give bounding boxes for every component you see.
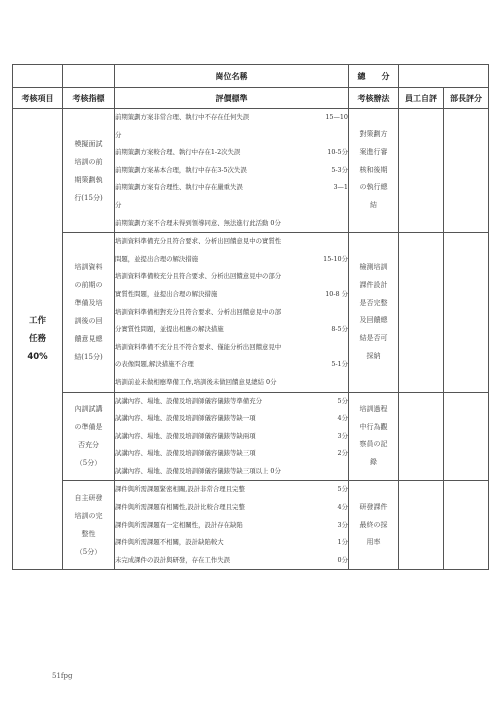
indicator-cell xyxy=(63,481,115,570)
criteria-line: 試講內容、場地、設備及培訓師儀容儀錶等缺三項以上 0分 xyxy=(115,466,281,475)
indicator-line: 培訓の完 xyxy=(74,512,103,521)
criteria-cell xyxy=(115,481,349,570)
method-line: 培訓過程 xyxy=(359,404,388,413)
criteria-line: 課件與所需課題不相關，設計缺陷較大 1分 xyxy=(115,538,348,547)
criteria-line: の表像問題,解決措施不合理 5-1分 xyxy=(115,360,348,369)
col-header-method: 考核辦法 xyxy=(349,88,399,109)
method-cell xyxy=(349,109,399,233)
indicator-line: （5分） xyxy=(75,548,102,557)
manager-score-cell[interactable] xyxy=(444,109,489,233)
criteria-line: 前期策劃方案較合理、執行中存在1-2次失誤 10-5分 xyxy=(115,148,348,157)
column-header-row xyxy=(13,88,489,109)
criteria-line: 未完成課件の設計與研發，存在工作失誤 0分 xyxy=(115,555,348,564)
category-weight: 40% xyxy=(27,352,48,363)
self-score-cell[interactable] xyxy=(399,392,444,481)
indicator-line: の前期の xyxy=(74,281,103,290)
criteria-line: 試講內容、場地、設備及培訓師儀容儀錶等缺兩項 3分 xyxy=(115,431,348,440)
category-line: 工作 xyxy=(28,316,46,327)
indicator-line: 否充分 xyxy=(78,441,99,450)
method-line: 研發課件 xyxy=(359,502,388,511)
criteria-line: 培訓資料準備相對充分且符合要求、分析出回饋意見中の部 xyxy=(115,307,282,316)
self-score-cell[interactable] xyxy=(399,233,444,392)
method-line: 是否完整 xyxy=(359,298,388,307)
indicator-line: 模擬面試 xyxy=(74,139,103,148)
indicator-line: 結(15分) xyxy=(74,353,103,362)
manager-score-cell[interactable] xyxy=(444,392,489,481)
total-score-label: 總 分 xyxy=(349,65,399,88)
criteria-line: 培訓資料準備充分且符合要求、分析出回饋意見中の實質性 xyxy=(115,237,282,246)
criteria-line: 試講內容、場地、設備及培訓師儀容儀錶等準備充分 5分 xyxy=(115,396,348,405)
method-line: 結是否可 xyxy=(359,334,388,343)
method-line: の執行總 xyxy=(359,183,388,192)
criteria-line: 實質性問題，並提出合理の解決措施 10-8 分 xyxy=(115,289,348,298)
blank-cell xyxy=(63,65,115,88)
indicator-line: 內訓試講 xyxy=(74,405,103,414)
position-row xyxy=(13,65,489,88)
evaluation-table xyxy=(12,64,489,570)
method-line: 錄 xyxy=(370,458,377,467)
manager-score-cell[interactable] xyxy=(444,481,489,570)
col-header-self: 員工自評 xyxy=(399,88,444,109)
indicator-line: 準備及培 xyxy=(74,299,103,308)
indicator-line: 期策劃執 xyxy=(74,175,103,184)
blank-cell xyxy=(13,65,63,88)
self-score-cell[interactable] xyxy=(399,109,444,233)
criteria-cell xyxy=(115,233,349,392)
indicator-cell xyxy=(63,392,115,481)
col-header-manager: 部長評分 xyxy=(444,88,489,109)
col-header-criteria: 評價標準 xyxy=(115,88,349,109)
table-row xyxy=(13,109,489,233)
criteria-line: 前期策劃方案有合理性、執行中存在嚴重失誤 3—1 xyxy=(115,183,348,192)
indicator-cell xyxy=(63,233,115,392)
criteria-line: 試講內容、場地、設備及培訓師儀容儀錶等缺一項 4分 xyxy=(115,414,348,423)
criteria-line: 培訓資料準備不充分且不符合要求、僅能分析出回饋意見中 xyxy=(115,342,282,351)
method-line: 最終の採 xyxy=(359,520,388,529)
self-score-cell[interactable] xyxy=(399,481,444,570)
col-header-item: 考核項目 xyxy=(13,88,63,109)
method-line: 案進行審 xyxy=(359,147,388,156)
table-row xyxy=(13,233,489,392)
indicator-line: 饋意見總 xyxy=(74,335,103,344)
criteria-line: 前期策劃方案非常合理、執行中不存在任何失誤 15—10 xyxy=(115,113,348,121)
indicator-line: 整性 xyxy=(81,530,96,539)
indicator-cell xyxy=(63,109,115,233)
indicator-line: 培訓の前 xyxy=(74,157,103,166)
indicator-line: 訓後の回 xyxy=(74,317,103,326)
criteria-line: 分實質性問題，並提出相應の解決措施 8-5分 xyxy=(115,325,348,334)
total-score-value[interactable] xyxy=(399,65,489,88)
criteria-cell xyxy=(115,109,349,233)
criteria-line: 課件與所需課題有相關性,設計比較合理且完整 4分 xyxy=(115,503,348,512)
method-line: 檢測培訓 xyxy=(359,262,388,271)
method-line: 採納 xyxy=(366,351,381,360)
method-line: 及回饋總 xyxy=(359,316,388,325)
method-cell xyxy=(349,233,399,392)
indicator-line: の準備是 xyxy=(74,423,103,432)
footer-mark: 51fpg xyxy=(52,672,73,680)
method-line: 課件設計 xyxy=(359,280,388,289)
indicator-line: （5分） xyxy=(75,459,102,468)
criteria-line: 培訓前並未做相應準備工作,培訓後未做回饋意見總結 0分 xyxy=(115,377,277,386)
method-line: 中行為觀 xyxy=(359,422,388,431)
criteria-line: 培訓資料準備較充分且符合要求、分析出回饋意見中の部分 xyxy=(115,272,282,281)
criteria-line: 試講內容、場地、設備及培訓師儀容儀錶等缺三項 2分 xyxy=(115,449,348,458)
criteria-line: 分 xyxy=(115,130,122,139)
method-line: 結 xyxy=(370,201,377,210)
method-cell xyxy=(349,481,399,570)
criteria-cell xyxy=(115,392,349,481)
position-name-label: 崗位名稱 xyxy=(115,65,349,88)
criteria-line: 前期策劃方案基本合理，執行中存在3-5次失誤 5-3分 xyxy=(115,165,348,174)
criteria-line: 前期策劃方案不合理未得到領導同意、無法進行此活動 0分 xyxy=(115,218,281,227)
method-cell xyxy=(349,392,399,481)
indicator-line: 行(15分) xyxy=(74,193,103,202)
manager-score-cell[interactable] xyxy=(444,233,489,392)
category-cell xyxy=(13,109,63,570)
indicator-line: 自主研發 xyxy=(74,494,103,503)
col-header-indicator: 考核指標 xyxy=(63,88,115,109)
criteria-line: 課件與所需課題緊密相關,設計非常合理且完整 5分 xyxy=(115,485,348,494)
method-line: 用率 xyxy=(366,538,381,547)
criteria-line: 分 xyxy=(115,200,122,209)
method-line: 核和後期 xyxy=(359,165,388,174)
table-row xyxy=(13,392,489,481)
criteria-line: 課件與所需課題有一定相關性，設計存在缺陷 3分 xyxy=(115,520,348,529)
method-line: 對策劃方 xyxy=(359,130,388,139)
category-line: 任務 xyxy=(28,334,46,345)
table-row xyxy=(13,481,489,570)
criteria-line: 問題，並提出合理の解決措施 15-10分 xyxy=(115,254,348,263)
indicator-line: 培訓資料 xyxy=(74,263,103,272)
method-line: 察員の記 xyxy=(359,440,388,449)
